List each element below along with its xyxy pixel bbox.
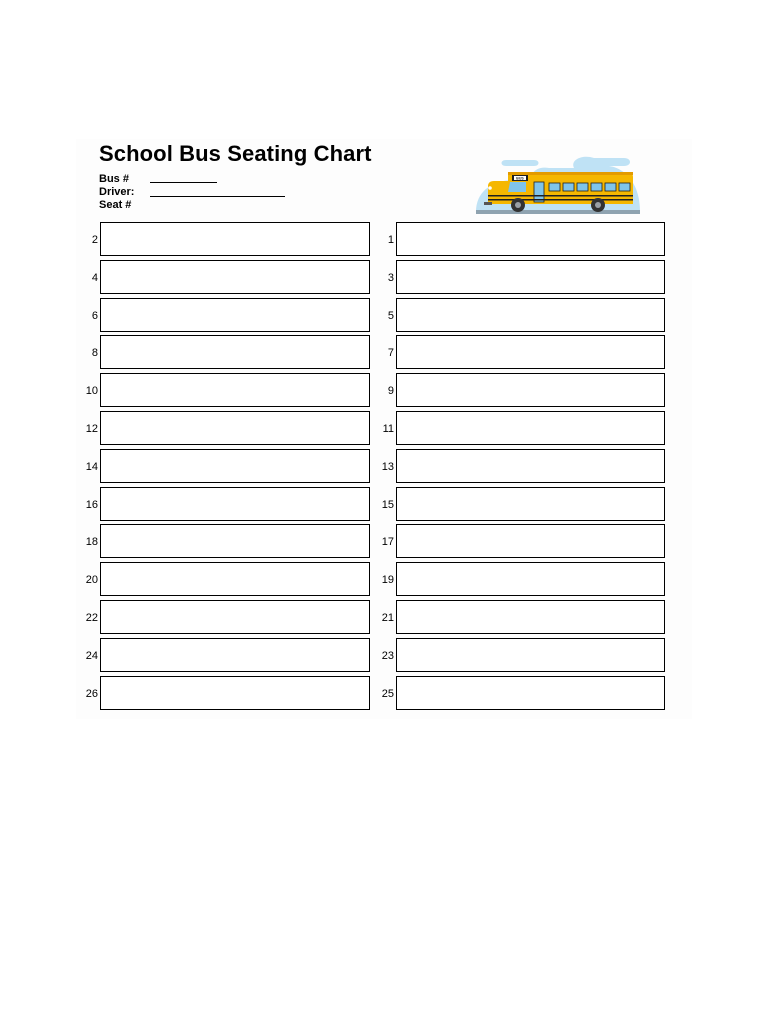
bus-number-label: Bus # [99,173,129,185]
seat-box-right[interactable] [396,449,665,483]
driver-field[interactable] [150,196,285,197]
seat-box-left[interactable] [100,449,370,483]
cloud-shape [502,160,539,166]
seat-number-right: 3 [387,272,394,284]
bus-headlight [488,186,492,190]
bus-window [619,183,630,191]
seat-number-right: 13 [381,461,394,473]
seat-box-left[interactable] [100,600,370,634]
wheel-hub [595,202,601,208]
bus-bumper [484,202,492,205]
seat-number-left: 12 [85,423,98,435]
seat-number-left: 18 [85,536,98,548]
seat-box-left[interactable] [100,411,370,445]
seat-box-left[interactable] [100,487,370,521]
seat-number-right: 25 [381,688,394,700]
seat-number-right: 15 [381,499,394,511]
seat-box-left[interactable] [100,524,370,558]
bus-number-field[interactable] [150,182,217,183]
bus-stripe [488,195,633,197]
seat-number-right: 23 [381,650,394,662]
seat-box-right[interactable] [396,562,665,596]
seat-number-label: Seat # [99,199,132,211]
seat-number-right: 11 [382,423,394,435]
seat-number-left: 22 [85,612,98,624]
page-title: School Bus Seating Chart [99,141,372,166]
bus-window [605,183,616,191]
seat-box-right[interactable] [396,260,665,294]
seat-number-left: 26 [85,688,98,700]
bus-sign-text: BUS [516,176,524,181]
seat-number-left: 20 [85,574,98,586]
bus-roof [508,172,633,175]
seat-box-left[interactable] [100,373,370,407]
seat-number-left: 24 [85,650,98,662]
seat-box-right[interactable] [396,335,665,369]
seat-box-right[interactable] [396,600,665,634]
seat-box-left[interactable] [100,222,370,256]
seat-box-right[interactable] [396,222,665,256]
seat-box-left[interactable] [100,676,370,710]
seat-number-right: 9 [387,385,394,397]
seat-number-left: 16 [85,499,98,511]
seat-box-left[interactable] [100,298,370,332]
seat-number-left: 6 [91,310,98,322]
seat-number-right: 7 [387,347,394,359]
school-bus-illustration [474,150,644,220]
seat-box-right[interactable] [396,638,665,672]
seat-number-right: 19 [381,574,394,586]
bus-window [577,183,588,191]
bus-window [563,183,574,191]
seat-box-right[interactable] [396,298,665,332]
seat-number-right: 17 [381,536,394,548]
seat-box-right[interactable] [396,524,665,558]
seat-box-left[interactable] [100,260,370,294]
bus-stripe [488,199,633,201]
seat-box-right[interactable] [396,676,665,710]
seat-number-left: 2 [91,234,98,246]
seat-number-left: 8 [91,347,98,359]
bus-window [591,183,602,191]
bus-window [549,183,560,191]
seat-number-right: 5 [387,310,394,322]
seat-box-left[interactable] [100,638,370,672]
seat-number-left: 4 [91,272,98,284]
wheel-hub [515,202,521,208]
seat-box-right[interactable] [396,373,665,407]
driver-label: Driver: [99,186,135,198]
seat-box-right[interactable] [396,411,665,445]
seat-number-left: 10 [85,385,98,397]
bus-windshield [508,182,526,192]
seat-number-left: 14 [85,461,98,473]
seat-number-right: 1 [387,234,394,246]
seat-box-right[interactable] [396,487,665,521]
seat-box-left[interactable] [100,335,370,369]
seat-number-right: 21 [381,612,394,624]
road [476,210,640,214]
seat-box-left[interactable] [100,562,370,596]
